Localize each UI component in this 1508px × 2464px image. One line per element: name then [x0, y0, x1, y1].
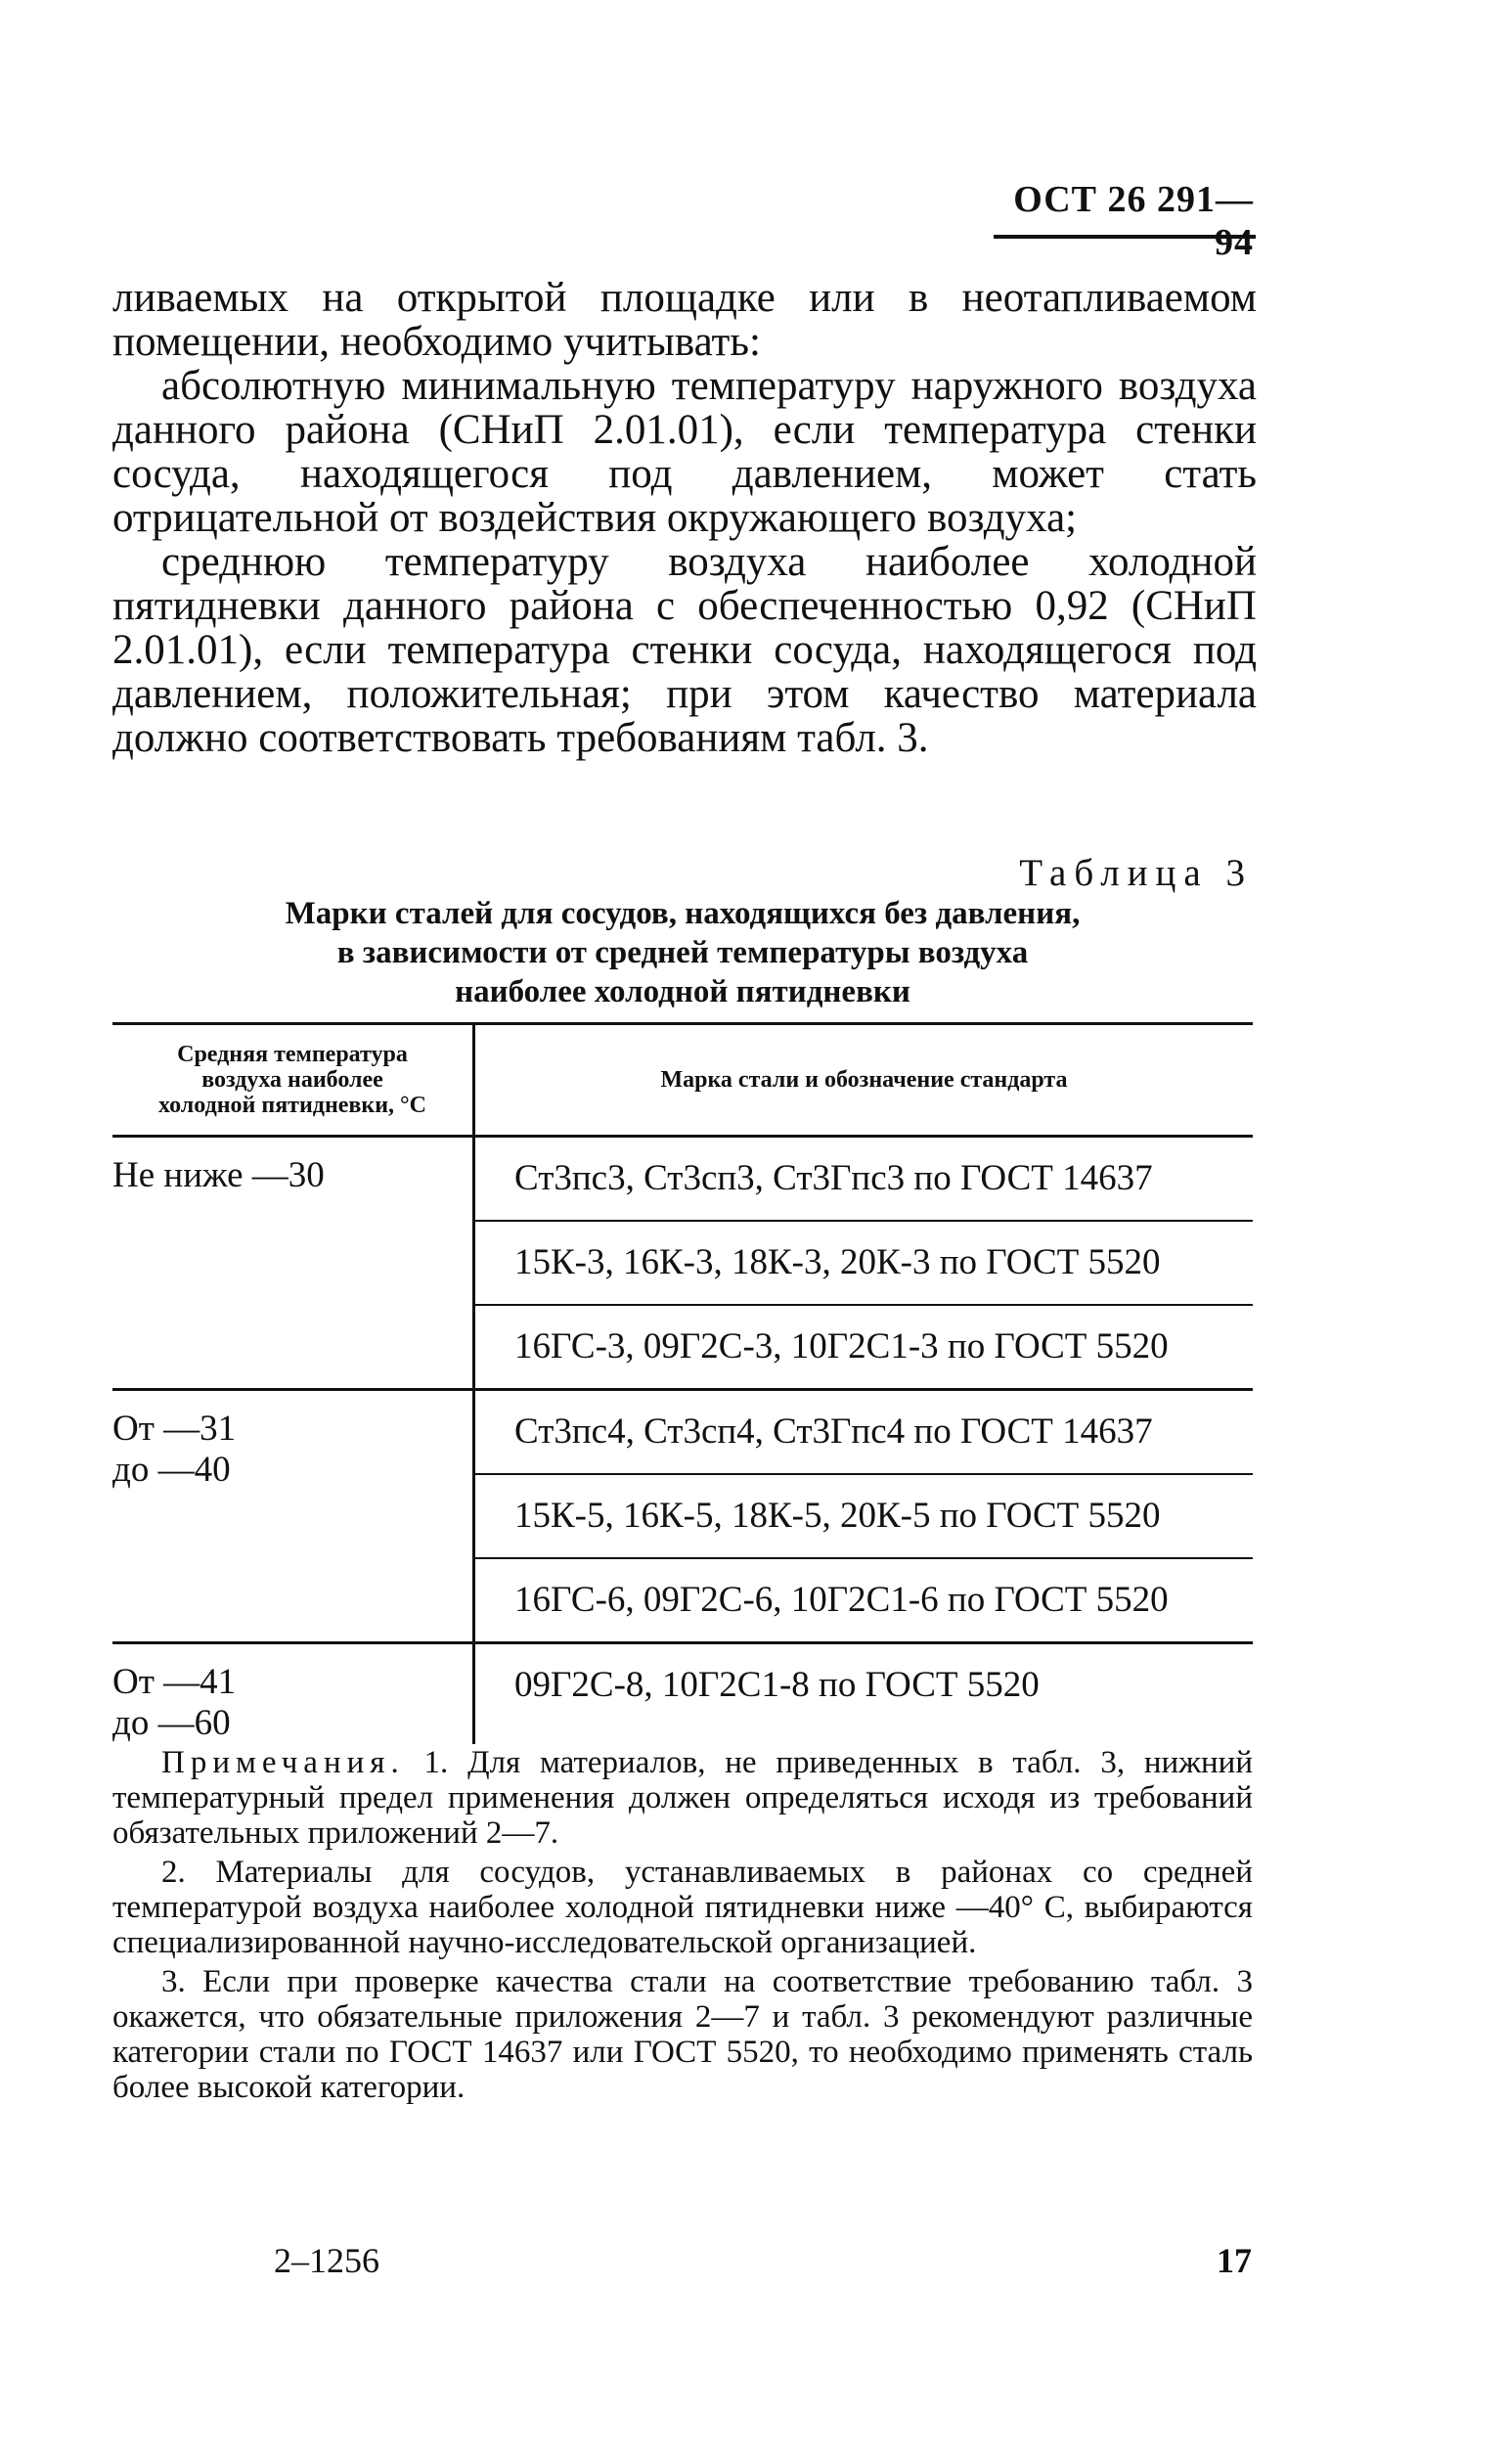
temperature-cell: [112, 1137, 474, 1390]
header-steel-grade: Марка стали и обозначение стандарта: [474, 1024, 1254, 1137]
table-row: [112, 1137, 1253, 1390]
grades-cell: [474, 1390, 1254, 1643]
steel-grade-line: 15К-5, 16К-5, 18К-5, 20К-5 по ГОСТ 5520: [475, 1475, 1253, 1559]
print-code: 2–1256: [274, 2241, 379, 2280]
header-temperature-line: холодной пятидневки, °С: [158, 1093, 426, 1118]
note-item: 2. Материалы для сосудов, устанавливаемых в районах со средней температурой воздуха наиболее холодной пятидневки ниже —40° С, выбираются специализированной научно-исследовательской организацией.: [112, 1855, 1253, 1960]
temperature-value: до —40: [112, 1450, 231, 1490]
table-header-row: [112, 1024, 1253, 1137]
body-text: [112, 276, 1257, 760]
document-code: ОСТ 26 291—94: [1013, 179, 1254, 263]
steel-grade-line: 16ГС-3, 09Г2С-3, 10Г2С1-3 по ГОСТ 5520: [514, 1326, 1169, 1366]
table-row: [112, 1390, 1253, 1643]
notes-label: Примечания.: [161, 1745, 405, 1780]
note-item: [112, 1745, 1253, 1851]
table-title: [112, 894, 1253, 1011]
temperature-cell: [112, 1390, 474, 1643]
table-label: Таблица 3: [1019, 852, 1253, 894]
temperature-value: От —41: [112, 1662, 237, 1702]
table-title-line: Марки сталей для сосудов, находящихся без давления,: [285, 896, 1081, 931]
grades-cell: [474, 1643, 1254, 1745]
note-item: 3. Если при проверке качества стали на соответствие требованию табл. 3 окажется, что обязательные приложения 2—7 и табл. 3 рекомендуют различные категории стали по ГОСТ 14637 или ГОСТ 5520, то необходимо применять сталь более высокой категории.: [112, 1964, 1253, 2105]
temperature-value: Не ниже —30: [112, 1155, 325, 1195]
steel-grade-line: Ст3пс4, Ст3сп4, Ст3Гпс4 по ГОСТ 14637: [475, 1391, 1253, 1475]
temperature-value: От —31: [112, 1409, 237, 1449]
steel-grade-line: 09Г2С-8, 10Г2С1-8 по ГОСТ 5520: [514, 1665, 1040, 1705]
temperature-cell: [112, 1643, 474, 1745]
paragraph-absolute-min-temp: абсолютную минимальную температуру наружного воздуха данного района (СНиП 2.01.01), если температура стенки сосуда, находящегося под давлением, может стать отрицательной от воздействия окружающего воздуха;: [112, 363, 1257, 541]
steel-grade-line: 16ГС-6, 09Г2С-6, 10Г2С1-6 по ГОСТ 5520: [514, 1580, 1169, 1620]
page-number: 17: [1217, 2241, 1252, 2280]
table-notes: [112, 1745, 1253, 2109]
steel-grades-table: [112, 1022, 1253, 1744]
paragraph-average-temp: среднюю температуру воздуха наиболее холодной пятидневки данного района с обеспеченностью 0,92 (СНиП 2.01.01), если температура стенки сосуда, находящегося под давлением, положительная; при этом качество материала должно соответствовать требованиям табл. 3.: [112, 539, 1257, 761]
header-temperature-line: Средняя температура: [177, 1042, 408, 1067]
header-underline: [994, 235, 1256, 239]
paragraph-continuation: ливаемых на открытой площадке или в неотапливаемом помещении, необходимо учитывать:: [112, 275, 1257, 365]
steel-grade-line: Ст3пс3, Ст3сп3, Ст3Гпс3 по ГОСТ 14637: [475, 1138, 1253, 1222]
header-temperature-line: воздуха наиболее: [201, 1067, 383, 1093]
grades-cell: [474, 1137, 1254, 1390]
note-text: 1. Для материалов, не приведенных в табл. 3, нижний температурный предел применения должен определяться исходя из требований обязательных приложений 2—7.: [112, 1745, 1254, 1851]
table-title-line: в зависимости от средней температуры воздуха: [336, 935, 1029, 970]
steel-grade-line: 15К-3, 16К-3, 18К-3, 20К-3 по ГОСТ 5520: [475, 1222, 1253, 1306]
table-row: [112, 1643, 1253, 1745]
table-title-line: наиболее холодной пятидневки: [455, 974, 910, 1009]
header-temperature: [112, 1024, 474, 1137]
temperature-value: до —60: [112, 1703, 231, 1743]
